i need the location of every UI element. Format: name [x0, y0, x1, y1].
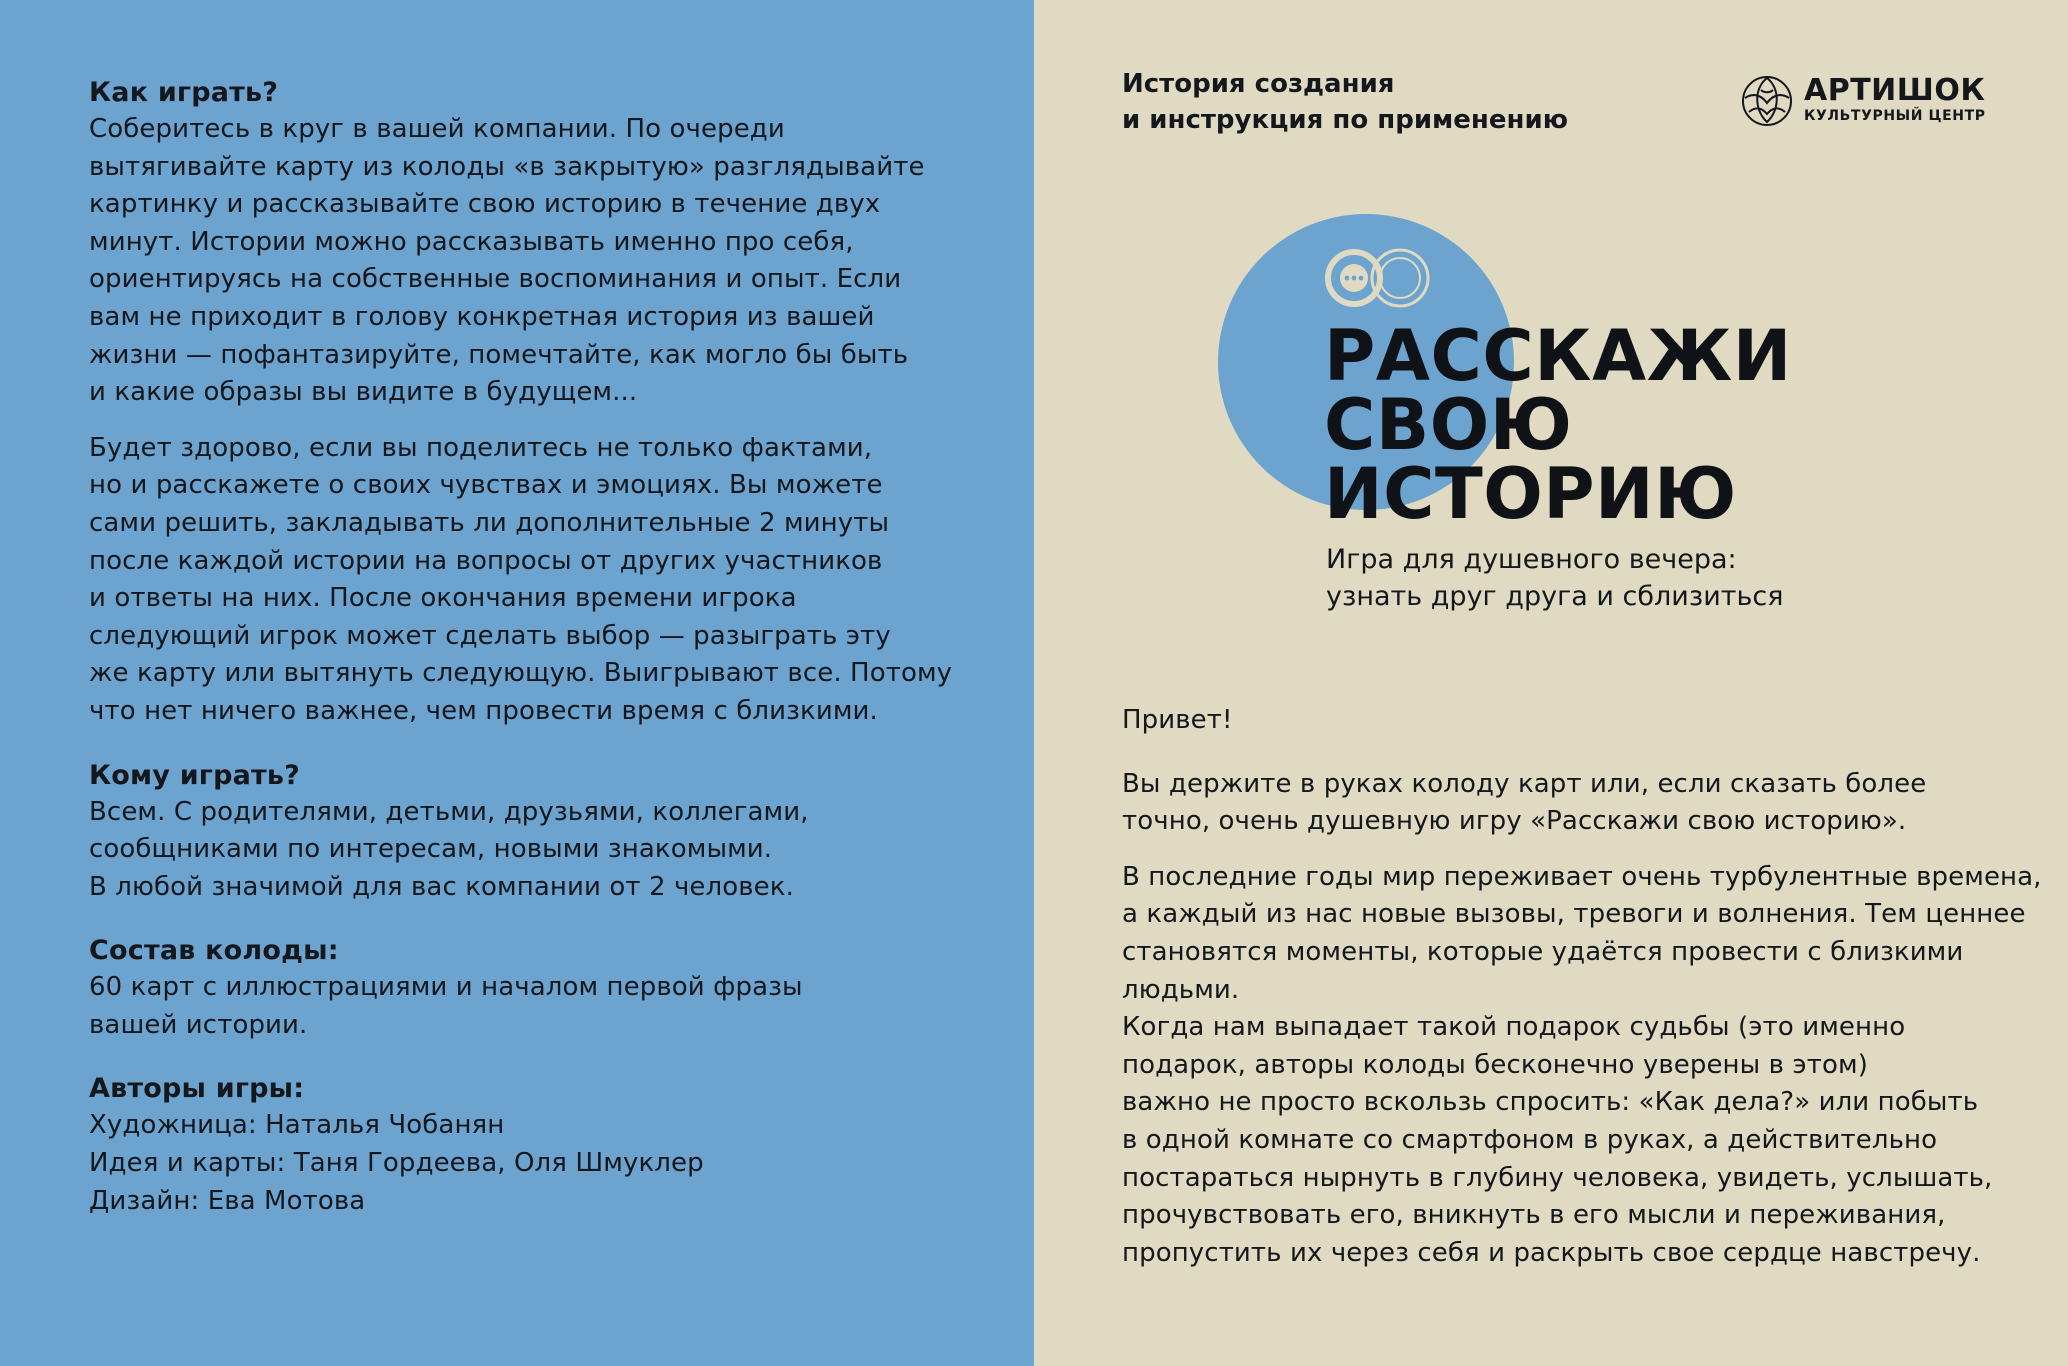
- deck-contents-section: [89, 932, 974, 1044]
- game-title: РАССКАЖИ СВОЮ ИСТОРИЮ: [1324, 315, 1792, 535]
- authors-section: [89, 1070, 974, 1220]
- page-caption: История создания и инструкция по применению: [1122, 69, 1568, 135]
- artichoke-logo-icon: [1740, 70, 1794, 130]
- who-to-play-heading: Кому играть?: [89, 759, 301, 791]
- brand-subtitle: КУЛЬТУРНЫЙ ЦЕНТР: [1804, 108, 1986, 124]
- deck-contents-heading: Состав колоды:: [89, 935, 339, 967]
- intro-text: [1122, 702, 2042, 1272]
- brand-logo: [1740, 70, 1986, 130]
- authors-heading: Авторы игры:: [89, 1073, 305, 1105]
- intro-paragraph-1: Вы держите в руках колоду карт или, если сказать более точно, очень душевную игру «Расскажи свою историю».: [1122, 768, 1927, 837]
- who-to-play-section: [89, 757, 974, 907]
- how-to-play-section: [89, 74, 974, 731]
- how-to-play-paragraph-1: Соберитесь в круг в вашей компании. По очереди вытягивайте карту из колоды «в закрытую» разглядывайте картинку и рассказывайте свою историю в течение двух минут. Истории можно рассказывать именно про себя, ориентируясь на собственные воспоминания и опыт. Если вам не приходит в голову конкретная история из вашей жизни — пофантазируйте, помечтайте, как могло бы быть и какие образы вы видите в будущем...: [89, 114, 925, 408]
- greeting: Привет!: [1122, 705, 1233, 735]
- authors-text: Художница: Наталья Чобанян Идея и карты: Таня Гордеева, Оля Шмуклер Дизайн: Ева Мотова: [89, 1110, 704, 1216]
- how-to-play-heading: Как играть?: [89, 77, 279, 108]
- who-to-play-text: Всем. С родителями, детьми, друзьями, коллегами, сообщниками по интересам, новыми знакомыми. В любой значимой для вас компании от 2 человек.: [89, 796, 809, 902]
- how-to-play-paragraph-2: Будет здорово, если вы поделитесь не только фактами, но и расскажете о своих чувствах и эмоциях. Вы можете сами решить, закладывать ли дополнительные 2 минуты после каждой истории на вопросы от других участников и ответы на них. После окончания времени игрока следующий игрок может сделать выбор — разыграть эту же карту или вытянуть следующую. Выигрывают все. Потому что нет ничего важнее, чем провести время с близкими.: [89, 432, 953, 726]
- brand-text: [1804, 75, 1986, 125]
- right-page: [1034, 0, 2068, 1366]
- speech-bubbles-icon: [1324, 244, 1448, 314]
- brand-name: АРТИШОК: [1804, 73, 1986, 108]
- intro-paragraph-2: В последние годы мир переживает очень турбулентные времена, а каждый из нас новые вызовы, тревоги и волнения. Тем ценнее становятся моменты, которые удаётся провести с близкими людьми. Когда нам выпадает такой подарок судьбы (это именно подарок, авторы колоды бесконечно уверены в этом) важно не просто вскользь спросить: «Как дела?» или побыть в одной комнате со смартфоном в руках, а действительно постараться нырнуть в глубину человека, увидеть, услышать, прочувствовать его, вникнуть в его мысли и переживания, пропустить их через себя и раскрыть свое сердце навстречу.: [1122, 861, 2042, 1268]
- game-subtitle: Игра для душевного вечера: узнать друг друга и сблизиться: [1326, 544, 1784, 612]
- deck-contents-text: 60 карт с иллюстрациями и началом первой фразы вашей истории.: [89, 972, 803, 1040]
